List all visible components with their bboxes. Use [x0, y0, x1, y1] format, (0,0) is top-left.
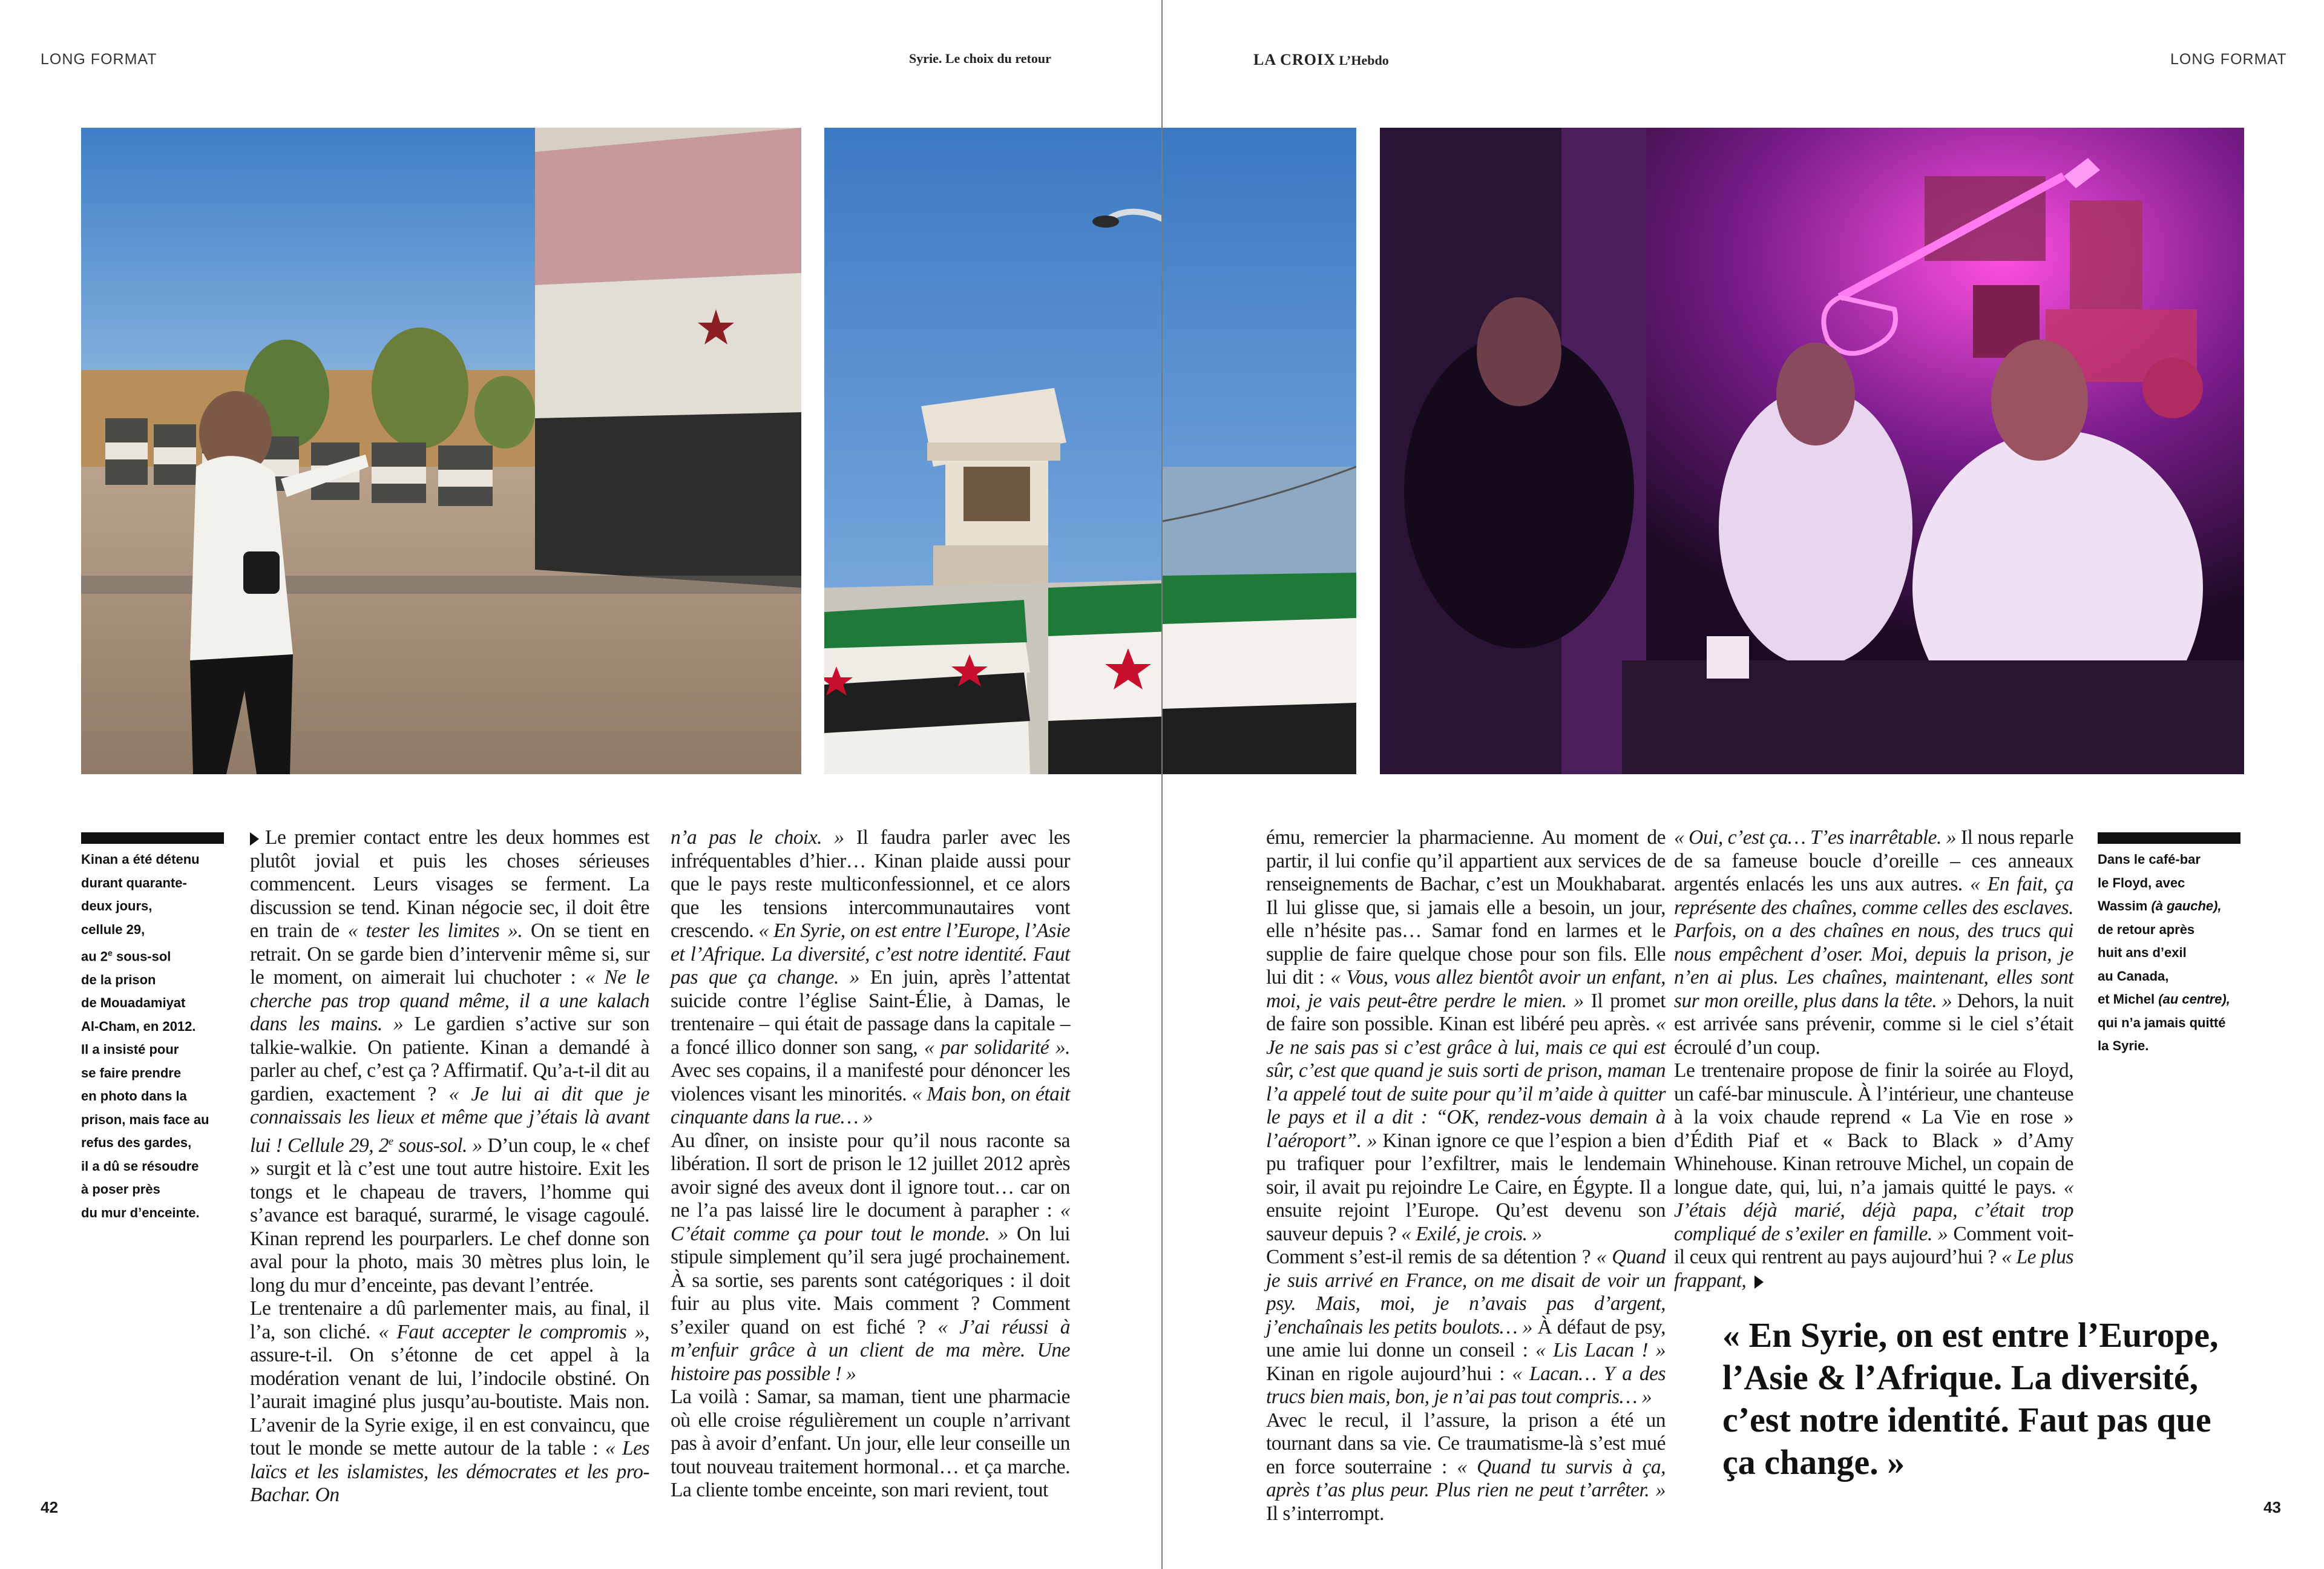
- page-number-left: 42: [41, 1498, 58, 1516]
- caption-line: et Michel (au centre),: [2098, 992, 2230, 1007]
- paragraph: Avec le recul, il l’assure, la prison a été un tournant dans sa vie. Ce traumatisme-là s’est mué en force souterraine : « Quand tu survis à ça, après t’as plus peur. Plus rien ne peut t’arrêter. » Il s’interrompt.: [1266, 1409, 1666, 1525]
- caption-line: de retour après: [2098, 921, 2195, 937]
- caption-line: il a dû se résoudre: [81, 1158, 199, 1174]
- caption-photo-left: [81, 832, 224, 1225]
- section-label-left: LONG FORMAT: [41, 51, 157, 68]
- caption-bar: [81, 832, 224, 844]
- paragraph: ému, remercier la pharmacienne. Au moment de partir, il lui confie qu’il appartient aux services de renseignements de Bachar, c’est un Moukhabarat. Il lui glisse que, si jamais elle a besoin, un jour, elle n’hésite pas… Samar fond en larmes et le supplie de faire quelque chose pour son fils. Elle lui dit : « Vous, vous allez bientôt avoir un enfant, moi, je vais peut-être perdre le mien. » Il promet de faire son possible. Kinan est libéré peu après. « Je ne sais pas si c’est grâce à lui, mais ce qui est sûr, c’est que quand je suis sorti de prison, maman l’a appelé tout de suite pour qu’il m’aide à quitter le pays et il a dit : “OK, rendez-vous demain à l’aéroport”. » Kinan ignore ce que l’espion a bien pu trafiquer pour l’exfiltrer, mais le lendemain soir, il avait pu rejoindre Le Caire, en Égypte. Il a ensuite rejoint l’Europe. Qu’est devenu son sauveur depuis ? « Exilé, je crois. »: [1266, 826, 1666, 1245]
- caption-bar: [2098, 832, 2240, 844]
- caption-line: au Canada,: [2098, 968, 2169, 984]
- caption-line: Il a insisté pour: [81, 1042, 179, 1058]
- article-column-1: [250, 826, 649, 1507]
- caption-line: à poser près: [81, 1182, 160, 1197]
- paragraph: Le trentenaire propose de finir la soirée au Floyd, un café-bar minuscule. À l’intérieur, une chanteuse à la voix chaude reprend « La Vie en rose » d’Édith Piaf et « Back to Black » d’Amy Whinehouse. Kinan retrouve Michel, un copain de longue date, qui, lui, n’a jamais quitté le pays. « J’étais déjà marié, déjà papa, c’était trop compliqué de s’exiler en famille. » Comment voit-il ceux qui rentrent au pays aujourd’hui ? « Le plus frappant,: [1674, 1059, 2074, 1292]
- photo-kinan-prison-wall: [81, 128, 801, 774]
- caption-line: du mur d’enceinte.: [81, 1205, 200, 1220]
- caption-line: Dans le café-bar: [2098, 852, 2201, 867]
- running-title: Syrie. Le choix du retour: [909, 51, 1051, 66]
- caption-line: le Floyd, avec: [2098, 875, 2185, 890]
- article-column-2: [671, 826, 1070, 1502]
- caption-photo-right: [2098, 832, 2240, 1058]
- page-number-right: 43: [2263, 1498, 2281, 1516]
- caption-line: refus des gardes,: [81, 1135, 192, 1151]
- caption-line: en photo dans la: [81, 1088, 187, 1104]
- caption-line: Wassim (à gauche),: [2098, 898, 2222, 913]
- caption-line: durant quarante-: [81, 875, 187, 890]
- paragraph: n’a pas le choix. » Il faudra parler avec les infréquentables d’hier… Kinan plaide aussi pour que le pays reste multiconfessionnel, et ce alors que les tensions intercommunautaires vont crescendo. « En Syrie, on est entre l’Europe, l’Asie et l’Afrique. La diversité, c’est notre identité. Faut pas que ça change. » En juin, après l’attentat suicide contre l’église Saint-Élie, à Damas, le trentenaire – qui était de passage dans la capitale – a foncé illico donner son sang, « par solidarité ». Avec ses copains, il a manifesté pour dénoncer les violences visant les minorités. « Mais bon, on était cinquante dans la rue… »: [671, 826, 1071, 1128]
- caption-line: prison, mais face au: [81, 1111, 209, 1127]
- paragraph: « Oui, c’est ça… T’es inarrêtable. » Il nous reparle de sa fameuse boucle d’oreille – ces anneaux argentés enlacés les uns aux autres. « En fait, ça représente des chaînes, comme celles des esclaves. Parfois, on a des chaînes en nous, des trucs qui nous empêchent d’oser. Moi, depuis la prison, je n’en ai plus. Les chaînes, maintenant, elles sont sur mon oreille, plus dans la tête. » Dehors, la nuit est arrivée sans prévenir, comme si le ciel s’était écroulé d’un coup.: [1674, 826, 2074, 1059]
- caption-line: de Mouadamiyat: [81, 995, 186, 1011]
- caption-line: qui n’a jamais quitté: [2098, 1015, 2226, 1030]
- caption-line: la Syrie.: [2098, 1038, 2149, 1053]
- arrow-icon: [1754, 1275, 1764, 1289]
- paragraph: Le premier contact entre les deux hommes est plutôt jovial et puis les choses sérieuses commencent. Leurs visages se ferment. La discussion se tend. Kinan négocie sec, il doit être en train de « tester les limites ». On se tient en retrait. On se garde bien d’intervenir même si, sur le moment, on aimerait lui chuchoter : « Ne le cherche pas trop quand même, il a une kalach dans les mains. » Le gardien s’active sur son talkie-walkie. On patiente. Kinan a demandé à parler au chef, c’est ça ? Affirmatif. Qu’a-t-il dit au gardien, exactement ? « Je lui ai dit que je connaissais les lieux et même que j’étais là avant lui ! Cellule 29, 2e sous-sol. » D’un coup, le « chef » surgit et là c’est une tout autre histoire. Exit les tongs et le chapeau de travers, l’homme qui s’avance est baraqué, surarmé, le visage cagoulé. Kinan reprend les pourparlers. Le chef donne son aval pour la photo, mais 30 mètres plus loin, le long du mur d’enceinte, pas devant l’entrée.: [250, 826, 650, 1297]
- section-label-right: LONG FORMAT: [2170, 51, 2287, 68]
- caption-line: huit ans d’exil: [2098, 945, 2187, 960]
- paragraph: Au dîner, on insiste pour qu’il nous raconte sa libération. Il sort de prison le 12 juillet 2012 après avoir signé des aveux dont il ignore tout… car on ne l’a pas laissé lire le document à parapher : « C’était comme ça pour tout le monde. » On lui stipule simplement qu’il sera jugé prochainement. À sa sortie, ses parents sont catégoriques : il doit fuir au plus vite. Mais comment ? Comment s’exiler quand on est fiché ? « J’ai réussi à m’enfuir grâce à un client de ma mère. Une histoire pas possible ! »: [671, 1129, 1071, 1385]
- left-page: [0, 0, 1161, 1569]
- caption-line: cellule 29,: [81, 921, 145, 937]
- paragraph: Comment s’est-il remis de sa détention ? « Quand je suis arrivé en France, on me disait de voir un psy. Mais, moi, je n’avais pas d’argent, j’enchaînais les petits boulots… » À défaut de psy, une amie lui donne un conseil : « Lis Lacan ! » Kinan en rigole aujourd’hui : « Lacan… Y a des trucs bien mais, bon, je n’ai pas tout compris… »: [1266, 1246, 1666, 1408]
- article-column-4: [1674, 826, 2073, 1292]
- pull-quote: « En Syrie, on est entre l’Europe, l’Asie & l’Afrique. La diversité, c’est notre identité. Faut pas que ça change. »: [1722, 1315, 2219, 1482]
- photo-watchtower-continued: [1163, 128, 1356, 774]
- arrow-icon: [250, 832, 259, 846]
- magazine-brand: LA CROIX L’Hebdo: [1253, 51, 1389, 68]
- paragraph: Le trentenaire a dû parlementer mais, au final, il l’a, son cliché. « Faut accepter le compromis », assure-t-il. On s’étonne de cet appel à la modération venant de lui, l’indocile obstiné. On l’aurait imaginé plus jusqu’au-boutiste. Mais non. L’avenir de la Syrie exige, il en est convaincu, que tout le monde se mette autour de la table : « Les laïcs et les islamistes, les démocrates et les pro-Bachar. On: [250, 1297, 650, 1507]
- photo-floyd-bar: [1380, 128, 2244, 774]
- caption-line: Al-Cham, en 2012.: [81, 1018, 196, 1034]
- caption-line: de la prison: [81, 972, 156, 987]
- caption-line: au 2e sous-sol: [81, 948, 171, 964]
- paragraph: La voilà : Samar, sa maman, tient une pharmacie où elle croise régulièrement un couple n’arrivant pas à avoir d’enfant. Un jour, elle leur conseille un tout nouveau traitement hormonal… et ça marche. La cliente tombe enceinte, son mari revient, tout: [671, 1386, 1070, 1501]
- caption-line: se faire prendre: [81, 1065, 182, 1081]
- article-column-3: [1266, 826, 1666, 1525]
- caption-line: deux jours,: [81, 898, 153, 913]
- caption-line: Kinan a été détenu: [81, 852, 200, 867]
